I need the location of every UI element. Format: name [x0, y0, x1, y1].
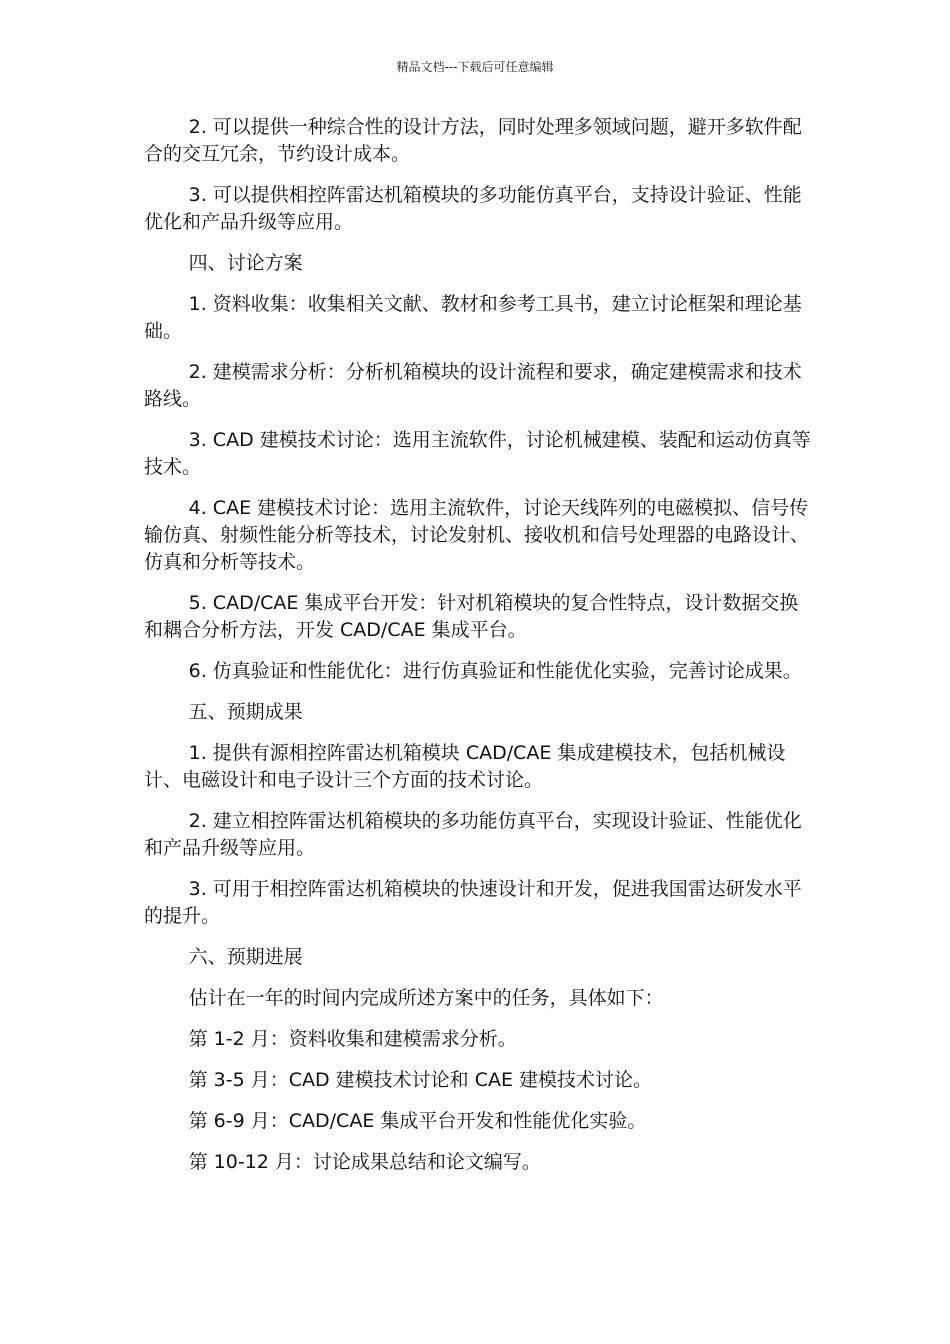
paragraph-plan-4: 4. CAE 建模技术讨论：选用主流软件，讨论天线阵列的电磁模拟、信号传输仿真、射频性能分析等技术，讨论发射机、接收机和信号处理器的电路设计、仿真和分析等技术。: [144, 497, 810, 573]
paragraph-plan-3: 3. CAD 建模技术讨论：选用主流软件，讨论机械建模、装配和运动仿真等技术。: [144, 429, 811, 478]
section-heading-research-plan: 四、讨论方案: [188, 252, 303, 274]
paragraph-progress-intro: 估计在一年的时间内完成所述方案中的任务，具体如下：: [188, 987, 664, 1009]
section-heading-expected-results: 五、预期成果: [188, 701, 303, 723]
paragraph-schedule-1: 第 1-2 月：资料收集和建模需求分析。: [188, 1028, 517, 1050]
paragraph-plan-5: 5. CAD/CAE 集成平台开发：针对机箱模块的复合性特点，设计数据交换和耦合分析方法，开发 CAD/CAE 集成平台。: [144, 592, 799, 641]
paragraph-plan-6: 6. 仿真验证和性能优化：进行仿真验证和性能优化实验，完善讨论成果。: [188, 660, 802, 682]
paragraph-schedule-4: 第 10-12 月：讨论成果总结和论文编写。: [188, 1151, 541, 1173]
section-heading-expected-progress: 六、预期进展: [188, 946, 303, 968]
paragraph-result-2: 2. 建立相控阵雷达机箱模块的多功能仿真平台，实现设计验证、性能优化和产品升级等应用。: [144, 810, 802, 859]
paragraph-plan-1: 1. 资料收集：收集相关文献、教材和参考工具书，建立讨论框架和理论基础。: [144, 293, 802, 342]
paragraph-schedule-3: 第 6-9 月：CAD/CAE 集成平台开发和性能优化实验。: [188, 1110, 647, 1132]
paragraph-schedule-2: 第 3-5 月：CAD 建模技术讨论和 CAE 建模技术讨论。: [188, 1069, 653, 1091]
paragraph-result-3: 3. 可用于相控阵雷达机箱模块的快速设计和开发，促进我国雷达研发水平的提升。: [144, 878, 802, 927]
paragraph-plan-2: 2. 建模需求分析：分析机箱模块的设计流程和要求，确定建模需求和技术路线。: [144, 361, 802, 410]
paragraph-result-1: 1. 提供有源相控阵雷达机箱模块 CAD/CAE 集成建模技术，包括机械设计、电磁设计和电子设计三个方面的技术讨论。: [144, 742, 786, 791]
document-body: [144, 114, 812, 1190]
page-header: 精品文档---下载后可任意编辑: [396, 60, 554, 74]
paragraph-advantage-3: 3. 可以提供相控阵雷达机箱模块的多功能仿真平台，支持设计验证、性能优化和产品升级等应用。: [144, 184, 802, 233]
paragraph-advantage-2: 2. 可以提供一种综合性的设计方法，同时处理多领域问题，避开多软件配合的交互冗余，节约设计成本。: [144, 116, 802, 165]
